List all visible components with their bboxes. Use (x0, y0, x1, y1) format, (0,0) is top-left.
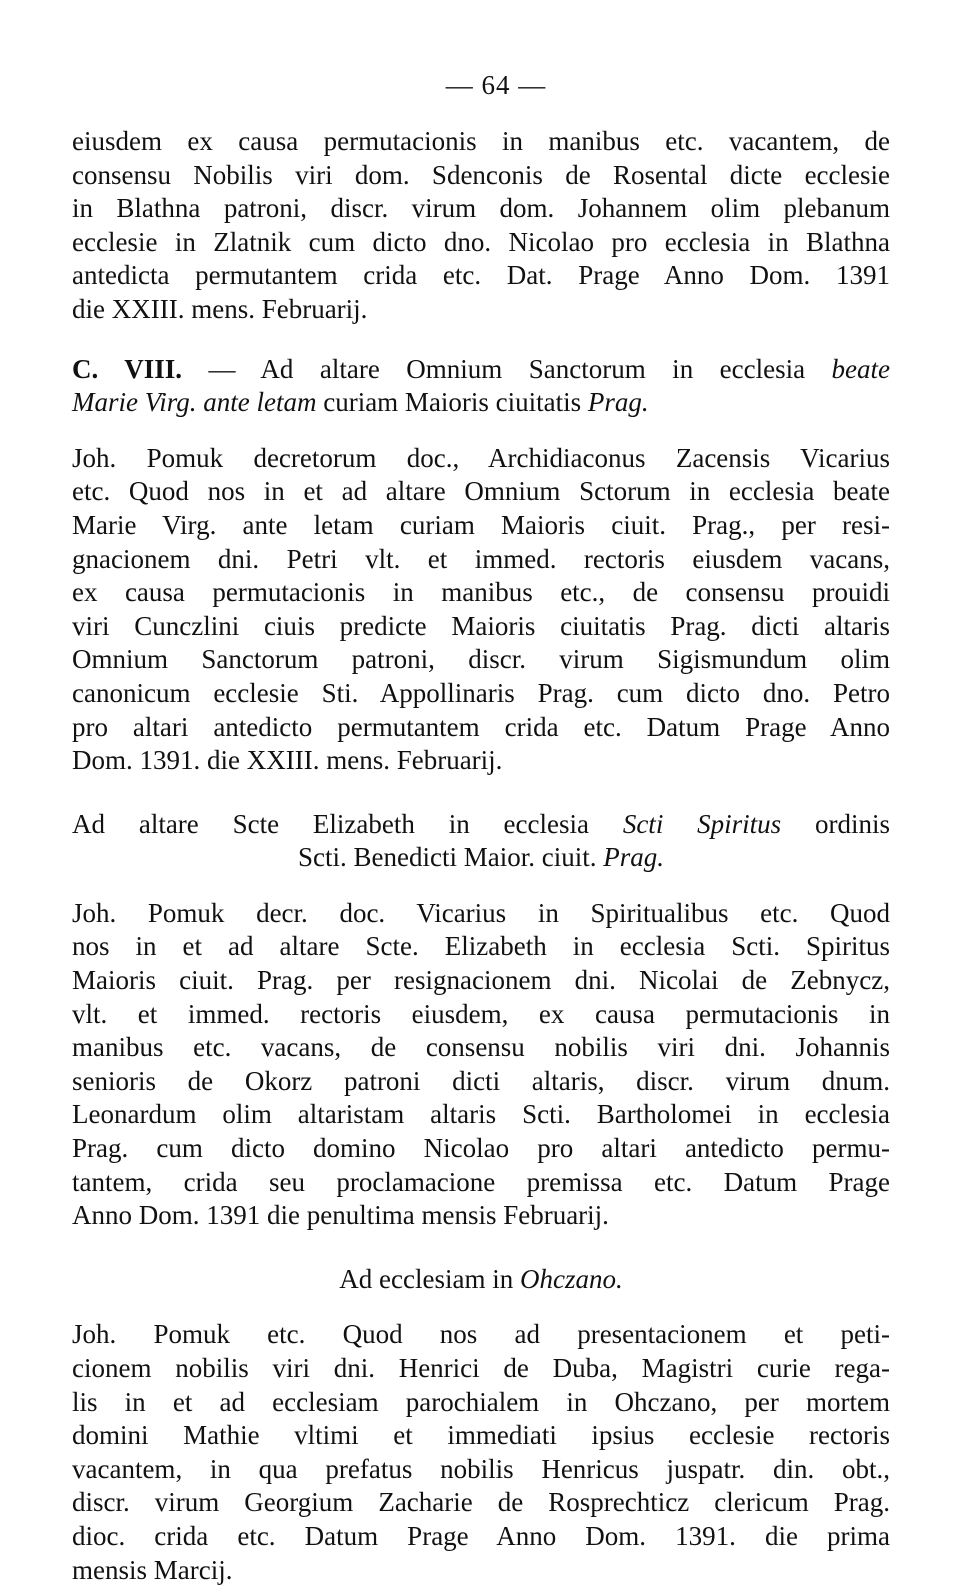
heading-italic: Scti Spiritus (622, 808, 782, 839)
text-line: tantem, crida seu proclamacione premissa etc. Datum Prage (72, 1166, 890, 1197)
heading-text: Ad altare Scte Elizabeth in ecclesia (72, 808, 589, 839)
heading-italic: Ohczano. (519, 1263, 623, 1294)
text-line: ex causa permutacionis in manibus etc., de consensu prouidi (72, 577, 890, 608)
heading-line (72, 353, 890, 387)
text-line: vlt. et immed. rectoris eiusdem, ex causa permutacionis in (72, 998, 890, 1029)
text-line: ecclesie in Zlatnik cum dicto dno. Nicolao pro ecclesia in Blathna (72, 226, 890, 257)
text-line: consensu Nobilis viri dom. Sdenconis de Rosental dicte ecclesie (72, 159, 890, 190)
text-line: antedicta permutantem crida etc. Dat. Prage Anno Dom. 1391 (72, 260, 890, 291)
heading-text: Ad ecclesiam in (339, 1263, 514, 1294)
text-line: Joh. Pomuk etc. Quod nos ad presentacionem et peti- (72, 1319, 890, 1350)
text-line: Omnium Sanctorum patroni, discr. virum Sigismundum olim (72, 644, 890, 675)
text-line: mensis Marcij. (72, 1554, 233, 1585)
heading-line (72, 1263, 890, 1297)
text-line: pro altari antedicto permutantem crida etc. Datum Prage Anno (72, 711, 890, 742)
section-heading-c8 (72, 353, 890, 420)
heading-text: Scti. Benedicti Maior. ciuit. (298, 842, 597, 873)
text-line: eiusdem ex causa permutacionis in manibus etc. vacantem, de (72, 126, 890, 156)
paragraph-c8 (72, 442, 890, 778)
text-line: domini Mathie vltimi et immediati ipsius ecclesie rectoris (72, 1420, 890, 1451)
section-heading-elizabeth (72, 808, 890, 875)
text-line: Leonardum olim altaristam altaris Scti. Bartholomei in ecclesia (72, 1099, 890, 1130)
text-line: cionem nobilis viri dni. Henrici de Duba, Magistri curie rega- (72, 1353, 890, 1383)
text-line: manibus etc. vacans, de consensu nobilis viri dni. Johannis (72, 1032, 890, 1063)
paragraph-ohczano (72, 1318, 890, 1587)
page-number: — 64 — (445, 70, 547, 100)
text-line: Dom. 1391. die XXIII. mens. Februarij. (72, 745, 503, 776)
heading-italic: Prag. (603, 842, 664, 873)
text-line: canonicum ecclesie Sti. Appollinaris Prag. cum dicto dno. Petro (72, 677, 890, 708)
heading-line (72, 808, 890, 842)
paragraph-elizabeth (72, 897, 890, 1233)
heading-line (72, 841, 890, 875)
section-number: C. VIII. (72, 353, 182, 384)
text-line: senioris de Okorz patroni dicti altaris, discr. virum dnum. (72, 1065, 890, 1096)
heading-line (72, 386, 890, 420)
text-line: gnacionem dni. Petri vlt. et immed. rectoris eiusdem vacans, (72, 543, 890, 574)
text-line: etc. Quod nos in et ad altare Omnium Sctorum in ecclesia beate (72, 476, 890, 507)
heading-text: — Ad altare Omnium Sanctorum in ecclesia (208, 353, 806, 384)
text-line: lis in et ad ecclesiam parochialem in Ohczano, per mortem (72, 1386, 890, 1417)
heading-italic: beate (831, 353, 891, 384)
paragraph-continuation (72, 125, 890, 327)
heading-italic: Prag. (587, 387, 649, 418)
heading-text: ordinis (815, 808, 891, 839)
text-line: Prag. cum dicto domino Nicolao pro altari antedicto permu- (72, 1133, 890, 1164)
text-line: discr. virum Georgium Zacharie de Rosprechticz clericum Prag. (72, 1487, 890, 1518)
section-heading-ohczano (72, 1263, 890, 1297)
text-line: vacantem, in qua prefatus nobilis Henricus juspatr. din. obt., (72, 1453, 890, 1484)
text-line: Maioris ciuit. Prag. per resignacionem dni. Nicolai de Zebnycz, (72, 965, 890, 996)
text-line: die XXIII. mens. Februarij. (72, 293, 368, 324)
text-line: dioc. crida etc. Datum Prage Anno Dom. 1391. die prima (72, 1520, 890, 1551)
text-line: Joh. Pomuk decr. doc. Vicarius in Spiritualibus etc. Quod (72, 897, 890, 928)
text-line: in Blathna patroni, discr. virum dom. Johannem olim plebanum (72, 193, 890, 224)
text-line: Anno Dom. 1391 die penultima mensis Februarij. (72, 1200, 609, 1231)
heading-italic: ante letam (203, 387, 317, 418)
heading-italic: Marie Virg. (72, 387, 197, 418)
text-line: nos in et ad altare Scte. Elizabeth in ecclesia Scti. Spiritus (72, 931, 890, 962)
heading-text: curiam Maioris ciuitatis (323, 387, 582, 418)
text-line: Joh. Pomuk decretorum doc., Archidiaconus Zacensis Vicarius (72, 442, 890, 473)
text-line: viri Cunczlini ciuis predicte Maioris ciuitatis Prag. dicti altaris (72, 610, 890, 641)
text-line: Marie Virg. ante letam curiam Maioris ciuit. Prag., per resi- (72, 509, 890, 540)
